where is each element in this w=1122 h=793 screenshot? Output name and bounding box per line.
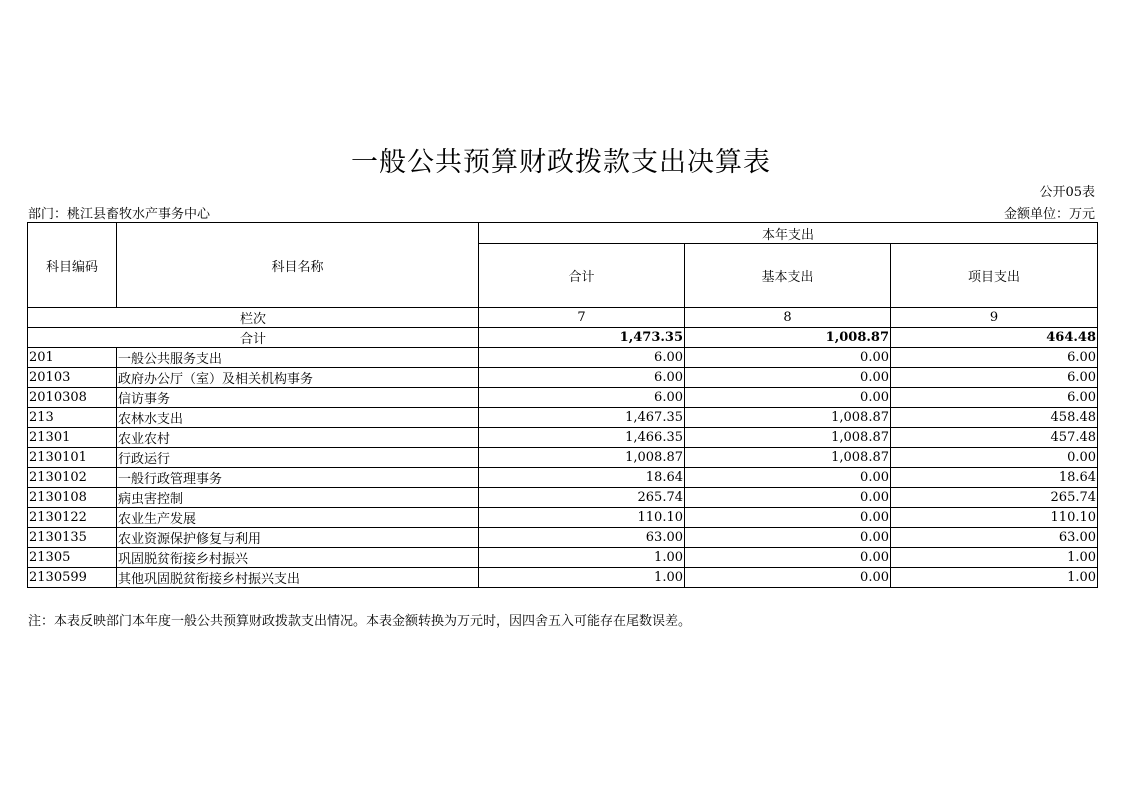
row-code: 2130599 xyxy=(28,568,117,588)
row-name: 农业农村 xyxy=(117,428,479,448)
row-total: 18.64 xyxy=(479,468,685,488)
row-name: 政府办公厅（室）及相关机构事务 xyxy=(117,368,479,388)
row-total: 1.00 xyxy=(479,568,685,588)
table-row xyxy=(28,468,1098,488)
table-row xyxy=(28,348,1098,368)
row-basic: 0.00 xyxy=(685,388,891,408)
row-code: 2130122 xyxy=(28,508,117,528)
row-code: 2010308 xyxy=(28,388,117,408)
table-row xyxy=(28,528,1098,548)
row-name: 农业生产发展 xyxy=(117,508,479,528)
row-project: 265.74 xyxy=(891,488,1098,508)
row-total: 265.74 xyxy=(479,488,685,508)
total-row-label: 合计 xyxy=(28,328,479,348)
row-name: 一般公共服务支出 xyxy=(117,348,479,368)
header-current-year-expenditure: 本年支出 xyxy=(479,223,1098,244)
column-number-project: 9 xyxy=(891,308,1098,328)
row-basic: 0.00 xyxy=(685,348,891,368)
row-total: 1,466.35 xyxy=(479,428,685,448)
row-name: 其他巩固脱贫衔接乡村振兴支出 xyxy=(117,568,479,588)
row-basic: 0.00 xyxy=(685,568,891,588)
row-name: 信访事务 xyxy=(117,388,479,408)
expenditure-table xyxy=(27,222,1098,588)
row-basic: 1,008.87 xyxy=(685,428,891,448)
row-name: 病虫害控制 xyxy=(117,488,479,508)
row-project: 458.48 xyxy=(891,408,1098,428)
row-project: 1.00 xyxy=(891,548,1098,568)
total-row xyxy=(28,328,1098,348)
row-name: 农业资源保护修复与利用 xyxy=(117,528,479,548)
row-code: 201 xyxy=(28,348,117,368)
row-basic: 0.00 xyxy=(685,488,891,508)
row-basic: 1,008.87 xyxy=(685,448,891,468)
row-name: 一般行政管理事务 xyxy=(117,468,479,488)
table-row xyxy=(28,408,1098,428)
table-row xyxy=(28,568,1098,588)
row-code: 2130102 xyxy=(28,468,117,488)
table-row xyxy=(28,428,1098,448)
row-total: 110.10 xyxy=(479,508,685,528)
amount-unit-label: 金额单位：万元 xyxy=(1003,207,1095,222)
column-number-label: 栏次 xyxy=(28,308,479,328)
header-total: 合计 xyxy=(479,244,685,308)
header-name: 科目名称 xyxy=(117,223,479,308)
row-basic: 0.00 xyxy=(685,368,891,388)
footnote: 注：本表反映部门本年度一般公共预算财政拨款支出情况。本表金额转换为万元时，因四舍五入可能存在尾数误差。 xyxy=(28,614,692,629)
column-number-total: 7 xyxy=(479,308,685,328)
header-code: 科目编码 xyxy=(28,223,117,308)
table-row xyxy=(28,368,1098,388)
row-code: 21305 xyxy=(28,548,117,568)
row-basic: 0.00 xyxy=(685,468,891,488)
row-project: 6.00 xyxy=(891,368,1098,388)
row-total: 63.00 xyxy=(479,528,685,548)
table-row xyxy=(28,448,1098,468)
table-row xyxy=(28,548,1098,568)
row-project: 18.64 xyxy=(891,468,1098,488)
row-name: 巩固脱贫衔接乡村振兴 xyxy=(117,548,479,568)
row-code: 20103 xyxy=(28,368,117,388)
page-title: 一般公共预算财政拨款支出决算表 xyxy=(351,147,771,178)
row-code: 21301 xyxy=(28,428,117,448)
row-project: 0.00 xyxy=(891,448,1098,468)
table-row xyxy=(28,388,1098,408)
row-basic: 1,008.87 xyxy=(685,408,891,428)
row-total: 1.00 xyxy=(479,548,685,568)
row-total: 6.00 xyxy=(479,368,685,388)
row-basic: 0.00 xyxy=(685,548,891,568)
column-number-basic: 8 xyxy=(685,308,891,328)
row-code: 2130101 xyxy=(28,448,117,468)
row-name: 农林水支出 xyxy=(117,408,479,428)
row-project: 457.48 xyxy=(891,428,1098,448)
total-row-project: 464.48 xyxy=(891,328,1098,348)
row-total: 6.00 xyxy=(479,348,685,368)
header-project-expenditure: 项目支出 xyxy=(891,244,1098,308)
row-project: 63.00 xyxy=(891,528,1098,548)
row-total: 1,008.87 xyxy=(479,448,685,468)
row-project: 6.00 xyxy=(891,348,1098,368)
table-row xyxy=(28,488,1098,508)
row-basic: 0.00 xyxy=(685,528,891,548)
row-code: 213 xyxy=(28,408,117,428)
row-basic: 0.00 xyxy=(685,508,891,528)
row-total: 6.00 xyxy=(479,388,685,408)
row-project: 1.00 xyxy=(891,568,1098,588)
department-label: 部门：桃江县畜牧水产事务中心 xyxy=(28,207,211,222)
row-project: 6.00 xyxy=(891,388,1098,408)
header-basic-expenditure: 基本支出 xyxy=(685,244,891,308)
total-row-total: 1,473.35 xyxy=(479,328,685,348)
table-row xyxy=(28,508,1098,528)
row-code: 2130135 xyxy=(28,528,117,548)
total-row-basic: 1,008.87 xyxy=(685,328,891,348)
row-name: 行政运行 xyxy=(117,448,479,468)
row-total: 1,467.35 xyxy=(479,408,685,428)
form-number: 公开05表 xyxy=(1039,185,1095,200)
row-project: 110.10 xyxy=(891,508,1098,528)
row-code: 2130108 xyxy=(28,488,117,508)
